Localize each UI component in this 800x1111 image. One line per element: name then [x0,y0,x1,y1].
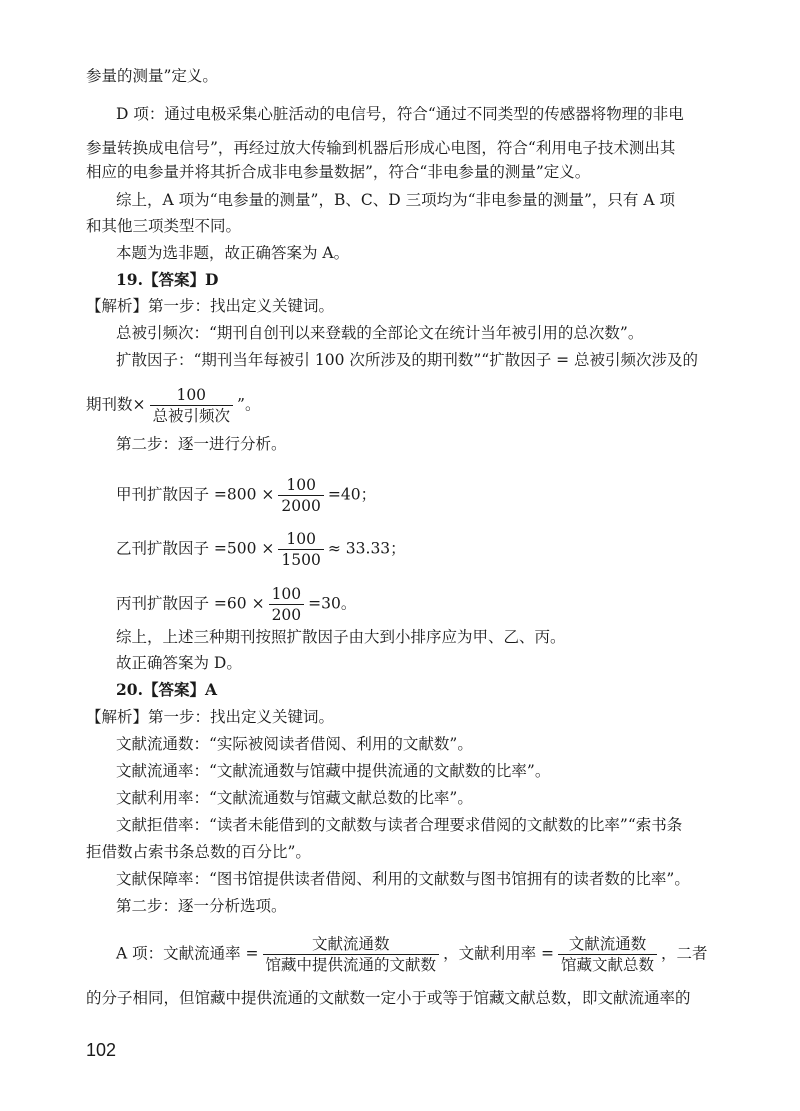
definition-line: 总被引频次：“期刊自创刊以来登载的全部论文在统计当年被引用的总次数”。 [116,324,644,342]
conclusion-line: 本题为选非题，故正确答案为 A。 [116,244,350,262]
numerator: 文献流通数 [263,935,440,955]
numerator: 100 [269,585,305,605]
text-line: 参量的测量”定义。 [86,67,218,85]
text-line: 相应的电参量并将其折合成非电参量数据”，符合“非电参量的测量”定义。 [86,163,591,181]
step-heading: 第二步：逐一分析选项。 [116,897,287,915]
definition-line: 文献流通数：“实际被阅读者借阅、利用的文献数”。 [116,735,473,753]
calc-prefix: 乙刊扩散因子 =500 × [116,539,275,558]
answer-heading-20: 20.【答案】A [116,680,217,699]
answer-heading-19: 19.【答案】D [116,270,219,289]
calc-result: ≈ 33.33； [327,539,406,558]
page-number: 102 [86,1040,117,1060]
analysis-heading: 【解析】第一步：找出定义关键词。 [86,297,335,315]
fraction [278,530,323,569]
calc-line-bing [116,585,356,624]
text-line: 的分子相同，但馆藏中提供流通的文献数一定小于或等于馆藏文献总数，即文献流通率的 [86,989,691,1007]
text-line: 综上，A 项为“电参量的测量”，B、C、D 三项均为“非电参量的测量”，只有 A 项 [116,191,675,209]
option-a-formula-line [116,935,708,974]
text-line: 参量转换成电信号”，再经过放大传输到机器后形成心电图，符合“利用电子技术测出其 [86,139,676,157]
calc-result: =40； [327,485,377,504]
definition-line: 扩散因子：“期刊当年每被引 100 次所涉及的期刊数”“扩散因子 = 总被引频次涉及的 [116,351,699,369]
fraction [278,476,323,515]
fraction [558,935,657,974]
definition-line: 文献流通率：“文献流通数与馆藏中提供流通的文献数的比率”。 [116,762,551,780]
conclusion-line: 故正确答案为 D。 [116,654,242,672]
numerator: 100 [150,386,234,406]
fraction [263,935,440,974]
numerator: 100 [278,476,323,496]
calc-prefix: 丙刊扩散因子 =60 × [116,594,265,613]
calc-prefix: 甲刊扩散因子 =800 × [116,485,275,504]
fraction [269,585,305,624]
text-line: D 项：通过电极采集心脏活动的电信号，符合“通过不同类型的传感器将物理的非电 [116,105,684,123]
numerator: 文献流通数 [558,935,657,955]
text-line: 和其他三项类型不同。 [86,217,242,235]
denominator: 馆藏中提供流通的文献数 [265,956,437,974]
formula-middle: ，文献利用率 = [443,944,554,963]
denominator: 2000 [281,497,321,515]
analysis-heading: 【解析】第一步：找出定义关键词。 [86,708,335,726]
definition-line: 拒借数占索书条总数的百分比”。 [86,843,311,861]
calc-line-yi [116,530,406,569]
summary-line: 综上，上述三种期刊按照扩散因子由大到小排序应为甲、乙、丙。 [116,628,566,646]
formula-suffix: ，二者 [661,944,708,963]
calc-line-jia [116,476,376,515]
denominator: 200 [271,606,302,624]
denominator: 馆藏文献总数 [560,956,654,974]
definition-line: 文献保障率：“图书馆提供读者借阅、利用的文献数与图书馆拥有的读者数的比率”。 [116,870,690,888]
step-heading: 第二步：逐一进行分析。 [116,435,287,453]
calc-result: =30。 [308,594,357,613]
definition-line: 文献拒借率：“读者未能借到的文献数与读者合理要求借阅的文献数的比率”“索书条 [116,816,683,834]
formula-prefix: 期刊数× [86,395,146,414]
formula-suffix: ”。 [237,395,261,414]
fraction [150,386,234,425]
numerator: 100 [278,530,323,550]
denominator: 1500 [281,551,321,569]
formula-line [86,386,260,425]
definition-line: 文献利用率：“文献流通数与馆藏文献总数的比率”。 [116,789,473,807]
denominator: 总被引频次 [152,407,231,425]
formula-prefix: A 项：文献流通率 = [116,944,259,963]
